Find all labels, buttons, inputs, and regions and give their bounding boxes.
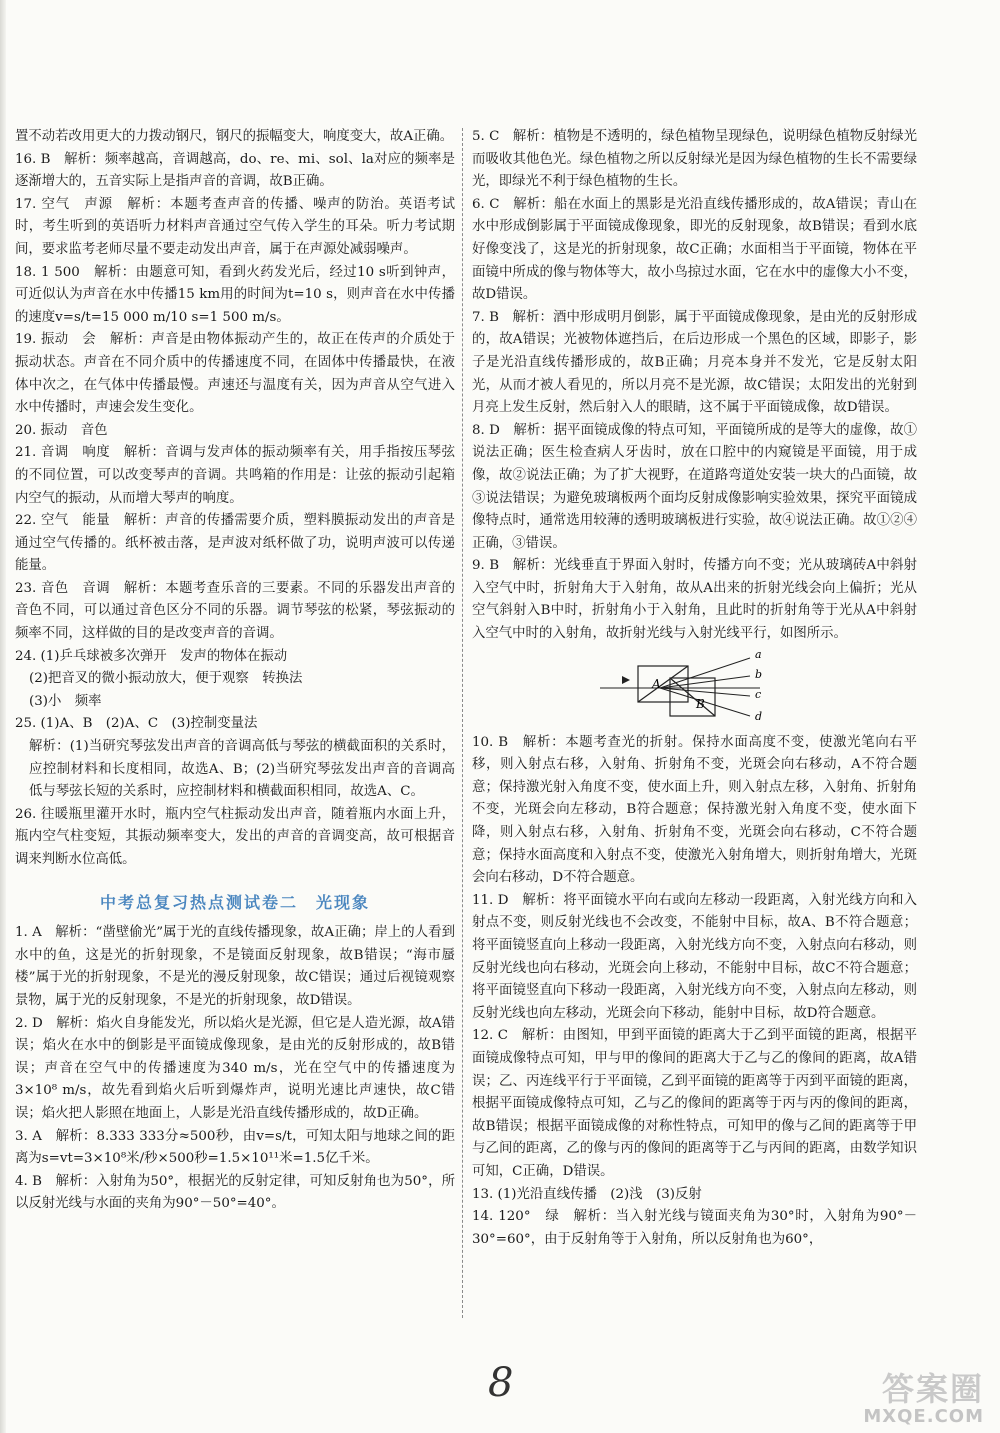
paragraph: 3. A 解析：8.333 333分≈500秒，由v=s/t，可知太阳与地球之间的距离为s=vt=3×10⁸米/秒×500秒=1.5×10¹¹米=1.5亿千米。: [15, 1128, 455, 1167]
page-edge: [0, 0, 6, 1433]
paragraph: 7. B 解析：酒中形成明月倒影，属于平面镜成像现象，是由光的反射形成的，故A错误；光被物体遮挡后，在后边形成一个黑色的区域，即影子，影子是光沿直线传播形成的，故B正确；月亮本身并不发光，它是反射太阳光，从而才被人看见的，所以月亮不是光源，故C错误；太阳发出的光射到月亮上发生反射，然后射入人的眼睛，这不属于平面镜成像，故D错误。: [472, 309, 917, 416]
watermark: [790, 1362, 990, 1432]
paragraph: 4. B 解析：入射角为50°，根据光的反射定律，可知反射角也为50°，所以反射光线与水面的夹角为90°－50°=40°。: [15, 1173, 455, 1212]
page-number: 8: [488, 1360, 514, 1406]
paragraph: 19. 振动 会 解析：声音是由物体振动产生的，故正在传声的介质处于振动状态。声音在不同介质中的传播速度不同，在固体中传播最快，在液体中次之，在气体中传播最慢。声速还与温度有关，因为声音从空气进入水中传播时，声速会发生变化。: [15, 332, 455, 416]
paragraph: 2. D 解析：焰火自身能发光，所以焰火是光源，但它是人造光源，故A错误；焰火在水中的倒影是平面镜成像现象，是由光的反射形成的，故B错误；声音在空气中的传播速度为340 m/s，光在空气中的传播速度为3×10⁸ m/s，故先看到焰火后听到爆炸声，说明光速比声速快，故C错误；焰火把人影照在地面上，人影是光沿直线传播形成的，故D正确。: [15, 1015, 455, 1121]
paragraph: 22. 空气 能量 解析：声音的传播需要介质，塑料膜振动发出的声音是通过空气传播的。纸杯被击落，是声波对纸杯做了功，说明声波可以传递能量。: [15, 513, 455, 574]
label-b: b: [755, 667, 763, 681]
paragraph: 12. C 解析：由图知，甲到平面镜的距离大于乙到平面镜的距离，根据平面镜成像特点可知，甲与甲的像间的距离大于乙与乙的像间的距离，故A错误；乙、丙连线平行于平面镜，乙到平面镜的距离等于丙到平面镜的距离，根据平面镜成像特点可知，乙与乙的像间的距离等于丙与丙的像间的距离，故B错误；根据平面镜成像的对称性特点，可知甲的像与乙间的距离等于甲与乙间的距离，乙的像与丙的像间的距离等于乙与丙间的距离，由数学知识可知，C正确，D错误。: [472, 1028, 917, 1179]
paragraph: (3)小 频率: [29, 693, 102, 709]
prism-diagram: [600, 648, 780, 728]
paragraph: 11. D 解析：将平面镜水平向右或向左移动一段距离，入射光线方向和入射点不变，则反射光线也不会改变，不能射中目标，故A、B不符合题意；将平面镜竖直向上移动一段距离，入射光线方向不变，入射点向右移动，则反射光线也向右移动，光斑会向上移动，不能射中目标，故C不符合题意；将平面镜竖直向下移动一段距离，入射光线方向不变，入射点向左移动，则反射光线也向左移动，光斑会向下移动，能射中目标，故D符合题意。: [472, 892, 917, 1021]
paragraph: 24. (1)乒乓球被多次弹开 发声的物体在振动: [15, 648, 288, 664]
paragraph: (2)把音叉的微小振动放大，便于观察 转换法: [29, 671, 303, 687]
watermark-url: MXQE.COM: [863, 1406, 984, 1427]
label-B: B: [696, 696, 705, 711]
label-a: a: [755, 647, 762, 661]
paragraph: 25. (1)A、B (2)A、C (3)控制变量法: [15, 716, 258, 732]
label-c: c: [755, 687, 762, 701]
paragraph: 8. D 解析：据平面镜成像的特点可知，平面镜所成的是等大的虚像，故①说法正确；医生检查病人牙齿时，放在口腔中的内窥镜是平面镜，用于成像，故②说法正确；为了扩大视野，在道路弯道处安装一块大的凸面镜，故③说法错误；为避免玻璃板两个面均反射成像影响实验效果，探究平面镜成像特点时，通常选用较薄的透明玻璃板进行实验，故④说法正确。故①②④正确，③错误。: [472, 422, 917, 551]
left-column: [15, 126, 455, 1216]
column-divider: [462, 128, 463, 1318]
paragraph: 13. (1)光沿直线传播 (2)浅 (3)反射: [472, 1186, 702, 1202]
paragraph: 置不动若改用更大的力拨动钢尺，钢尺的振幅变大，响度变大，故A正确。: [15, 129, 454, 144]
paragraph: 16. B 解析：频率越高，音调越高，do、re、mi、sol、la对应的频率是逐渐增大的，五音实际上是指声音的音调，故B正确。: [15, 151, 455, 190]
paragraph: 21. 音调 响度 解析：音调与发声体的振动频率有关，用手指按压琴弦的不同位置，可以改变琴声的音调。共鸣箱的作用是：让弦的振动引起箱内空气的振动，从而增大琴声的响度。: [15, 445, 455, 506]
right-column: [472, 126, 917, 1251]
section-heading: 中考总复习热点测试卷二 光现象: [99, 892, 370, 912]
paragraph: 26. 往暖瓶里灌开水时，瓶内空气柱振动发出声音，随着瓶内水面上升，瓶内空气柱变短，其振动频率变大，发出的声音的音调变高，故可根据音调来判断水位高低。: [15, 806, 455, 867]
paragraph: 18. 1 500 解析：由题意可知，看到火药发光后，经过10 s听到钟声，可近似认为声音在水中传播15 km用的时间为t=10 s，则声音在水中传播的速度v=s/t=15 000 m/10 s=1 500 m/s。: [15, 264, 455, 325]
paragraph: 10. B 解析：本题考查光的折射。保持水面高度不变，使激光笔向右平移，则入射点右移，入射角、折射角不变，光斑会向右移动，A不符合题意；保持激光射入角度不变，使水面上升，则入射点左移，入射角、折射角不变，光斑会向左移动，B符合题意；保持激光射入角度不变，使水面下降，则入射点右移，入射角、折射角不变，光斑会向右移动，C不符合题意；保持水面高度和入射点不变，使激光入射角增大，则折射角增大，光斑会向右移动，D不符合题意。: [472, 734, 917, 886]
refraction-figure: [472, 648, 917, 728]
paragraph: 23. 音色 音调 解析：本题考查乐音的三要素。不同的乐器发出声音的音色不同，可以通过音色区分不同的乐器。调节琴弦的松紧，琴弦振动的频率不同，这样做的目的是改变声音的音调。: [15, 580, 455, 642]
paragraph: 6. C 解析：船在水面上的黑影是光沿直线传播形成的，故A错误；青山在水中形成倒影属于平面镜成像现象，即光的反射现象，故B错误；看到水底好像变浅了，这是光的折射现象，故C正确；水面相当于平面镜，物体在平面镜中所成的像与物体等大，故小鸟掠过水面，它在水中的虚像大小不变，故D错误。: [472, 196, 917, 303]
paragraph: 17. 空气 声源 解析：本题考查声音的传播、噪声的防治。英语考试时，考生听到的英语听力材料声音通过空气传入学生的耳朵。听力考试期间，要求监考老师尽量不要走动发出声音，属于在声源处减弱噪声。: [15, 196, 455, 257]
paragraph: 9. B 解析：光线垂直于界面入射时，传播方向不变；光从玻璃砖A中斜射入空气中时，折射角大于入射角，故从A出来的折射光线会向上偏折；光从空气斜射入B中时，折射角小于入射角，且此时的折射角等于光从A中斜射入空气中时的入射角，故折射光线与入射光线平行，如图所示。: [472, 558, 917, 642]
label-A: A: [652, 676, 661, 691]
paragraph: 20. 振动 音色: [15, 422, 108, 438]
watermark-logo-text: 答案圈: [881, 1370, 984, 1408]
paragraph: 1. A 解析：“凿壁偷光”属于光的直线传播现象，故A正确；岸上的人看到水中的鱼，这是光的折射现象，不是镜面反射现象，故B错误；“海市蜃楼”属于光的折射现象，不是光的漫反射现象，故C错误；通过后视镜观察景物，属于光的反射现象，不是光的折射现象，故D错误。: [15, 925, 455, 1008]
label-d: d: [755, 709, 763, 723]
paragraph: 5. C 解析：植物是不透明的，绿色植物呈现绿色，说明绿色植物反射绿光而吸收其他色光。绿色植物之所以反射绿光是因为绿色植物的生长不需要绿光，即绿光不利于绿色植物的生长。: [472, 129, 917, 190]
paragraph: 解析：(1)当研究琴弦发出声音的音调高低与琴弦的横截面积的关系时，应控制材料和长度相同，故选A、B；(2)当研究琴弦发出声音的音调高低与琴弦长短的关系时，应控制材料和横截面积相同，故选A、C。: [29, 739, 455, 800]
paragraph: 14. 120° 绿 解析：当入射光线与镜面夹角为30°时，入射角为90°－30°=60°，由于反射角等于入射角，所以反射角也为60°，: [472, 1209, 917, 1247]
